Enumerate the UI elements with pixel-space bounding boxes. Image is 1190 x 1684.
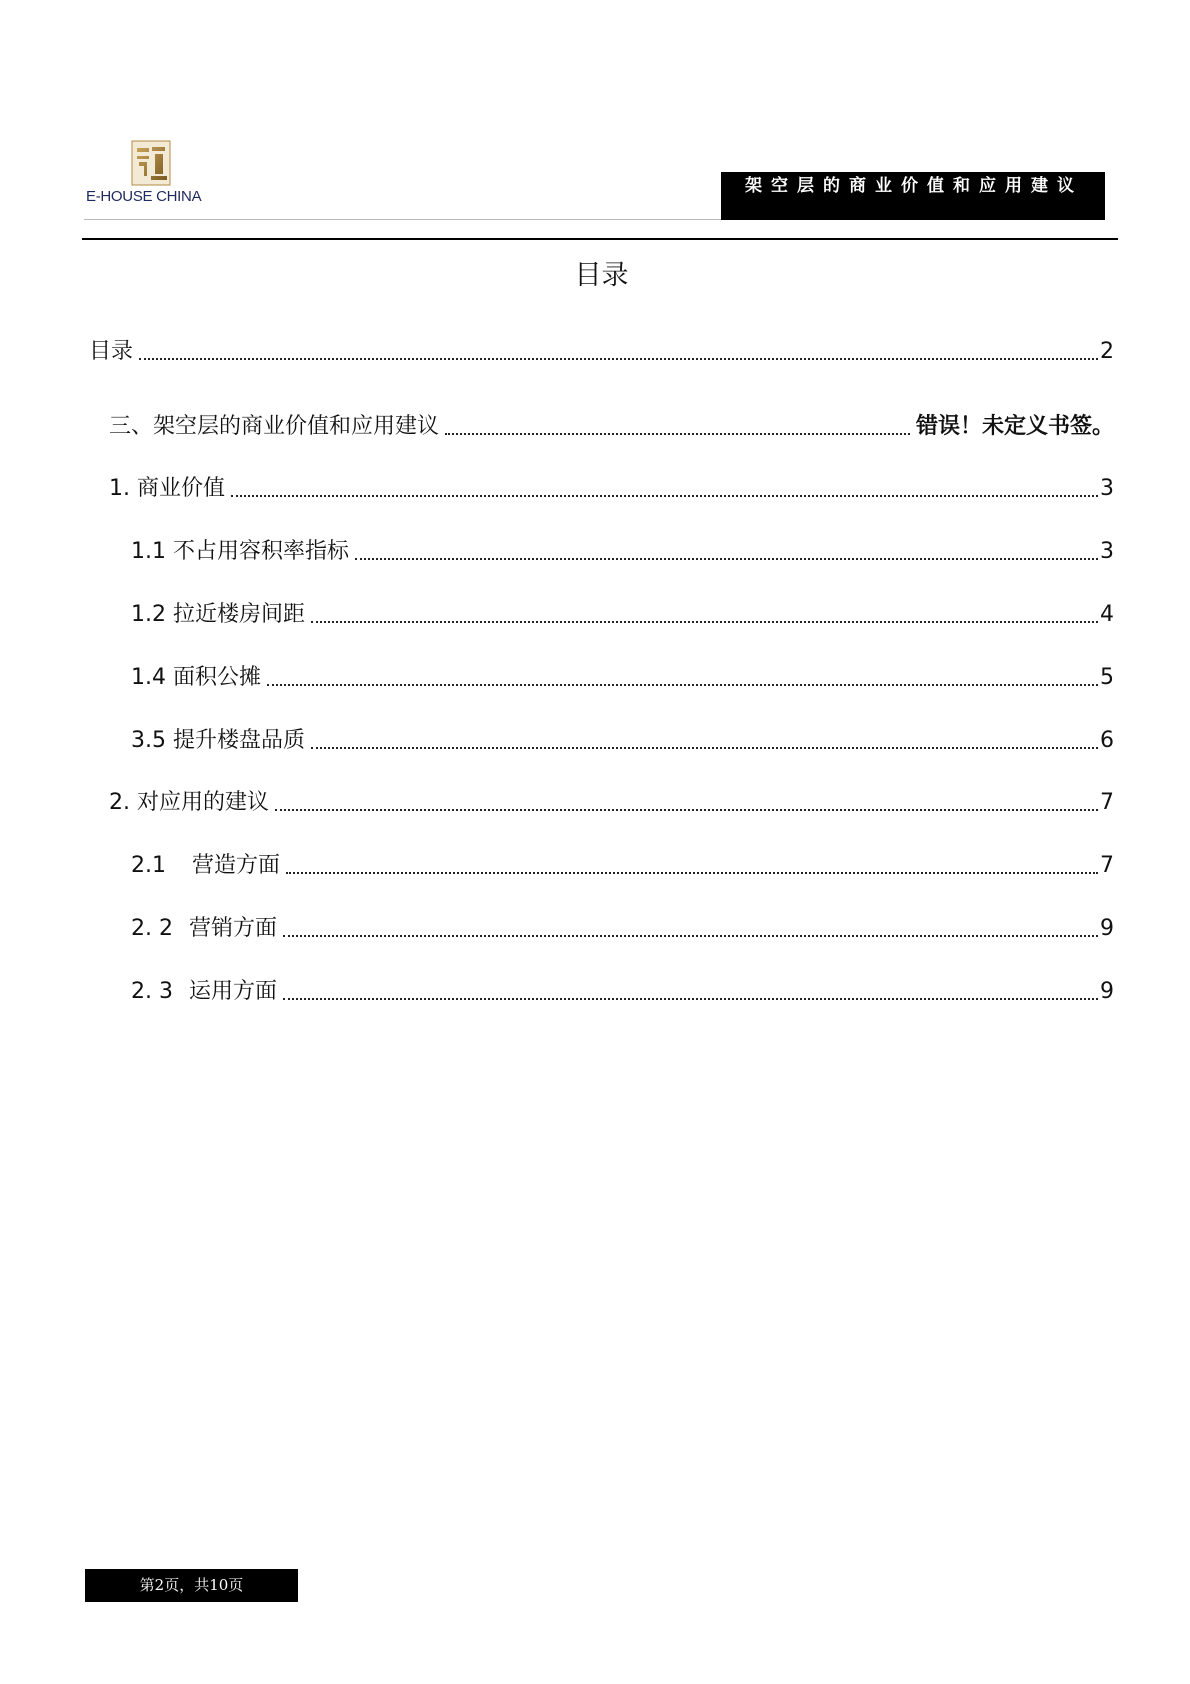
toc-entry-label: 1.1 不占用容积率指标 [131,539,349,564]
toc-entry-page: 7 [1100,853,1114,878]
toc-entry-label: 三、架空层的商业价值和应用建议 [109,414,440,439]
toc-entry-page: 7 [1100,790,1114,815]
toc-entry-1-2[interactable] [131,598,1114,630]
toc-leader-dots [283,935,1098,937]
toc-entry-number: 2.1 [131,853,166,878]
toc-entry-label: 1.2 拉近楼房间距 [131,602,305,627]
toc-heading: 目录 [574,260,629,291]
toc-entry-text: 营造方面 [192,853,281,878]
toc-entry-commercial-value[interactable] [109,472,1114,504]
toc-entry-label: 目录 [89,339,134,364]
toc-entry-2-1[interactable] [131,849,1114,881]
toc-entry-label: 2. 对应用的建议 [109,790,269,815]
toc-entry-1-4[interactable] [131,661,1114,693]
toc-entry-1-1[interactable] [131,535,1114,567]
toc-entry-section-3[interactable] [109,410,1114,442]
toc-leader-dots [283,998,1098,1000]
toc-entry-label [131,977,283,1007]
toc-entry-page: 9 [1100,916,1114,941]
toc-entry-3-5[interactable] [131,724,1114,756]
company-logo [86,140,236,210]
toc-entry-label [131,851,286,881]
toc-entry-label: 1.4 面积公摊 [131,665,261,690]
toc-entry-page: 3 [1100,476,1114,501]
toc-leader-dots [311,621,1098,623]
toc-entry-application-advice[interactable] [109,786,1114,818]
logo-text: E-HOUSE CHINA [86,188,202,205]
toc-entry-contents[interactable] [89,335,1114,367]
toc-leader-dots [231,495,1098,497]
toc-entry-label: 3.5 提升楼盘品质 [131,728,305,753]
toc-leader-dots [267,684,1098,686]
toc-entry-number: 2. 3 [131,979,173,1004]
toc-entry-page: 4 [1100,602,1114,627]
header-thin-divider [84,219,721,220]
toc-entry-number: 2. 2 [131,916,173,941]
toc-entry-text: 运用方面 [188,979,277,1004]
logo-seal-icon [131,140,171,186]
page-number-footer: 第2页，共10页 [85,1569,298,1602]
toc-entry-page: 5 [1100,665,1114,690]
toc-entry-page: 6 [1100,728,1114,753]
toc-entry-2-2[interactable] [131,912,1114,944]
toc-entry-text: 营销方面 [188,916,277,941]
toc-entry-label [131,914,283,944]
toc-entry-page: 3 [1100,539,1114,564]
toc-leader-dots [139,358,1098,360]
toc-leader-dots [286,872,1098,874]
toc-entry-2-3[interactable] [131,975,1114,1007]
toc-entry-page: 2 [1100,339,1114,364]
toc-leader-dots [311,747,1098,749]
toc-entry-label: 1. 商业价值 [109,476,225,501]
document-title-banner: 架空层的商业价值和应用建议 [721,172,1105,220]
toc-leader-dots [275,809,1098,811]
toc-entry-page: 9 [1100,979,1114,1004]
toc-leader-dots [445,433,910,435]
toc-leader-dots [355,558,1098,560]
toc-bookmark-error: 错误！未定义书签。 [915,414,1114,439]
header-divider [82,238,1118,240]
